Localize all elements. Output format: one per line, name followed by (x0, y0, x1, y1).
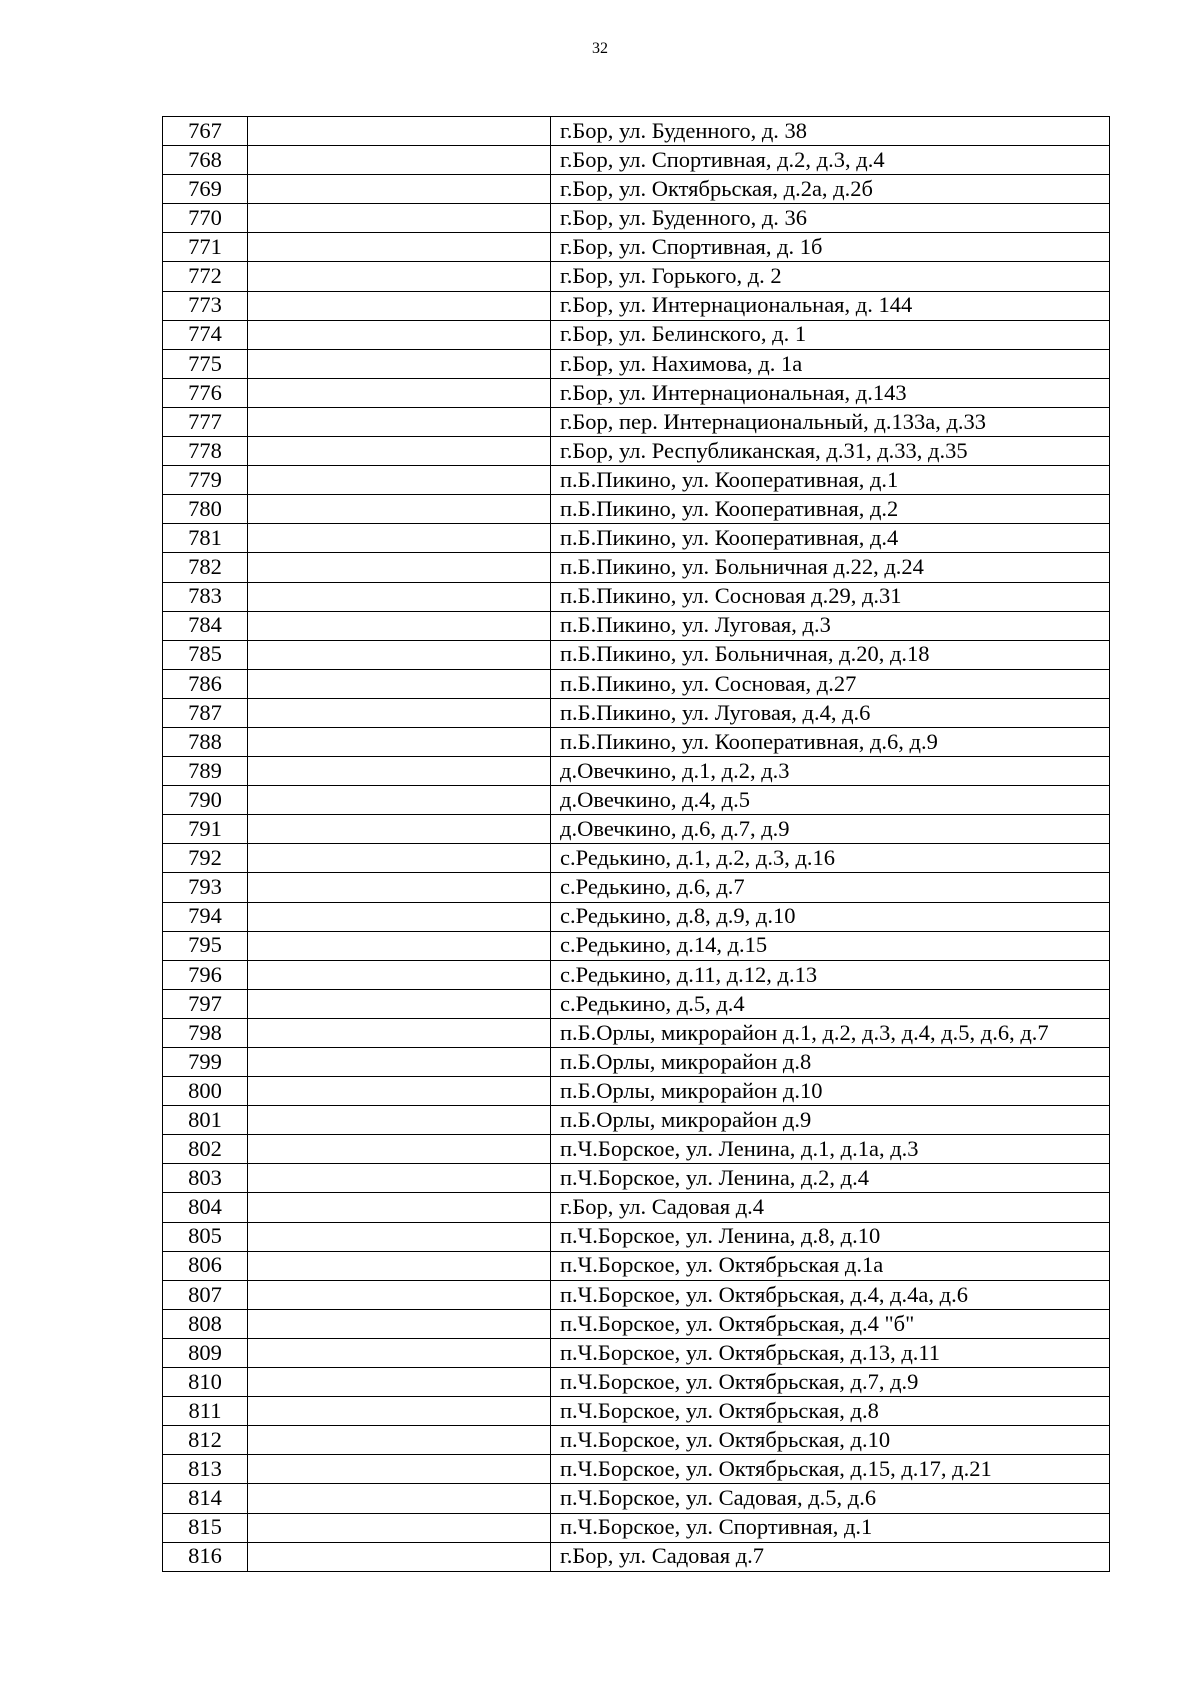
empty-cell (248, 146, 551, 175)
row-number-cell: 768 (163, 146, 248, 175)
address-cell: п.Б.Орлы, микрорайон д.1, д.2, д.3, д.4, д.5, д.6, д.7 (551, 1018, 1110, 1047)
row-number-cell: 786 (163, 669, 248, 698)
row-number-cell: 779 (163, 466, 248, 495)
row-number-cell: 780 (163, 495, 248, 524)
table-row (163, 989, 1110, 1018)
address-cell: п.Б.Орлы, микрорайон д.10 (551, 1077, 1110, 1106)
page-number: 32 (592, 40, 608, 57)
address-cell: п.Ч.Борское, ул. Октябрьская, д.8 (551, 1397, 1110, 1426)
address-cell: п.Ч.Борское, ул. Октябрьская, д.15, д.17, д.21 (551, 1455, 1110, 1484)
row-number-cell: 809 (163, 1338, 248, 1367)
address-cell: п.Ч.Борское, ул. Октябрьская, д.4 "б" (551, 1309, 1110, 1338)
row-number-cell: 778 (163, 437, 248, 466)
address-cell: г.Бор, ул. Горького, д. 2 (551, 262, 1110, 291)
table-row (163, 815, 1110, 844)
row-number-cell: 767 (163, 117, 248, 146)
empty-cell (248, 1397, 551, 1426)
table-row (163, 262, 1110, 291)
table-row (163, 204, 1110, 233)
empty-cell (248, 407, 551, 436)
address-cell: с.Редькино, д.14, д.15 (551, 931, 1110, 960)
address-cell: д.Овечкино, д.4, д.5 (551, 786, 1110, 815)
address-cell: г.Бор, ул. Буденного, д. 38 (551, 117, 1110, 146)
address-cell: п.Ч.Борское, ул. Октябрьская, д.10 (551, 1426, 1110, 1455)
table-row (163, 407, 1110, 436)
table-row (163, 437, 1110, 466)
row-number-cell: 771 (163, 233, 248, 262)
table-row (163, 640, 1110, 669)
row-number-cell: 799 (163, 1048, 248, 1077)
address-cell: с.Редькино, д.5, д.4 (551, 989, 1110, 1018)
empty-cell (248, 786, 551, 815)
address-cell: г.Бор, пер. Интернациональный, д.133а, д.33 (551, 407, 1110, 436)
table-row (163, 553, 1110, 582)
row-number-cell: 782 (163, 553, 248, 582)
address-cell: д.Овечкино, д.6, д.7, д.9 (551, 815, 1110, 844)
row-number-cell: 811 (163, 1397, 248, 1426)
empty-cell (248, 960, 551, 989)
address-cell: г.Бор, ул. Спортивная, д. 1б (551, 233, 1110, 262)
table-row (163, 1018, 1110, 1047)
address-cell: с.Редькино, д.11, д.12, д.13 (551, 960, 1110, 989)
table-row (163, 1280, 1110, 1309)
address-cell: г.Бор, ул. Октябрьская, д.2а, д.2б (551, 175, 1110, 204)
table-row (163, 582, 1110, 611)
empty-cell (248, 1077, 551, 1106)
row-number-cell: 801 (163, 1106, 248, 1135)
address-cell: п.Ч.Борское, ул. Ленина, д.8, д.10 (551, 1222, 1110, 1251)
row-number-cell: 813 (163, 1455, 248, 1484)
address-cell: г.Бор, ул. Буденного, д. 36 (551, 204, 1110, 233)
row-number-cell: 797 (163, 989, 248, 1018)
empty-cell (248, 233, 551, 262)
empty-cell (248, 873, 551, 902)
empty-cell (248, 117, 551, 146)
address-cell: д.Овечкино, д.1, д.2, д.3 (551, 757, 1110, 786)
row-number-cell: 773 (163, 291, 248, 320)
empty-cell (248, 1368, 551, 1397)
table-row (163, 320, 1110, 349)
table-row (163, 1135, 1110, 1164)
row-number-cell: 810 (163, 1368, 248, 1397)
address-cell: г.Бор, ул. Садовая д.7 (551, 1542, 1110, 1571)
table-row (163, 1077, 1110, 1106)
address-cell: с.Редькино, д.6, д.7 (551, 873, 1110, 902)
row-number-cell: 777 (163, 407, 248, 436)
table-row (163, 233, 1110, 262)
empty-cell (248, 815, 551, 844)
row-number-cell: 802 (163, 1135, 248, 1164)
address-cell: п.Б.Орлы, микрорайон д.9 (551, 1106, 1110, 1135)
empty-cell (248, 989, 551, 1018)
table-row (163, 698, 1110, 727)
empty-cell (248, 1426, 551, 1455)
row-number-cell: 804 (163, 1193, 248, 1222)
address-table (162, 116, 1110, 1572)
empty-cell (248, 437, 551, 466)
address-cell: п.Б.Орлы, микрорайон д.8 (551, 1048, 1110, 1077)
table-row (163, 1484, 1110, 1513)
row-number-cell: 798 (163, 1018, 248, 1047)
row-number-cell: 774 (163, 320, 248, 349)
row-number-cell: 803 (163, 1164, 248, 1193)
address-cell: п.Б.Пикино, ул. Больничная, д.20, д.18 (551, 640, 1110, 669)
address-cell: п.Б.Пикино, ул. Кооперативная, д.2 (551, 495, 1110, 524)
table-row (163, 1542, 1110, 1571)
table-row (163, 466, 1110, 495)
address-cell: п.Б.Пикино, ул. Больничная д.22, д.24 (551, 553, 1110, 582)
table-row (163, 378, 1110, 407)
row-number-cell: 787 (163, 698, 248, 727)
table-row (163, 524, 1110, 553)
empty-cell (248, 204, 551, 233)
empty-cell (248, 1193, 551, 1222)
empty-cell (248, 1164, 551, 1193)
address-cell: г.Бор, ул. Интернациональная, д. 144 (551, 291, 1110, 320)
empty-cell (248, 1222, 551, 1251)
table-row (163, 1338, 1110, 1367)
row-number-cell: 792 (163, 844, 248, 873)
empty-cell (248, 669, 551, 698)
address-cell: п.Ч.Борское, ул. Октябрьская, д.4, д.4а, д.6 (551, 1280, 1110, 1309)
row-number-cell: 815 (163, 1513, 248, 1542)
row-number-cell: 793 (163, 873, 248, 902)
empty-cell (248, 466, 551, 495)
empty-cell (248, 640, 551, 669)
empty-cell (248, 698, 551, 727)
empty-cell (248, 553, 551, 582)
address-cell: г.Бор, ул. Нахимова, д. 1а (551, 349, 1110, 378)
empty-cell (248, 349, 551, 378)
table-row (163, 844, 1110, 873)
table-row (163, 1193, 1110, 1222)
table-row (163, 175, 1110, 204)
empty-cell (248, 757, 551, 786)
address-cell: г.Бор, ул. Спортивная, д.2, д.3, д.4 (551, 146, 1110, 175)
address-cell: п.Б.Пикино, ул. Сосновая д.29, д.31 (551, 582, 1110, 611)
row-number-cell: 784 (163, 611, 248, 640)
empty-cell (248, 1048, 551, 1077)
table-row (163, 902, 1110, 931)
table-row (163, 1106, 1110, 1135)
empty-cell (248, 1338, 551, 1367)
address-cell: п.Ч.Борское, ул. Октябрьская д.1а (551, 1251, 1110, 1280)
empty-cell (248, 175, 551, 204)
empty-cell (248, 1309, 551, 1338)
row-number-cell: 785 (163, 640, 248, 669)
row-number-cell: 789 (163, 757, 248, 786)
row-number-cell: 800 (163, 1077, 248, 1106)
row-number-cell: 775 (163, 349, 248, 378)
empty-cell (248, 1251, 551, 1280)
row-number-cell: 776 (163, 378, 248, 407)
table-row (163, 291, 1110, 320)
address-cell: с.Редькино, д.1, д.2, д.3, д.16 (551, 844, 1110, 873)
row-number-cell: 806 (163, 1251, 248, 1280)
address-cell: п.Б.Пикино, ул. Луговая, д.4, д.6 (551, 698, 1110, 727)
address-cell: п.Ч.Борское, ул. Октябрьская, д.7, д.9 (551, 1368, 1110, 1397)
empty-cell (248, 582, 551, 611)
empty-cell (248, 931, 551, 960)
address-cell: п.Ч.Борское, ул. Садовая, д.5, д.6 (551, 1484, 1110, 1513)
empty-cell (248, 1455, 551, 1484)
table-row (163, 1048, 1110, 1077)
empty-cell (248, 1280, 551, 1309)
row-number-cell: 807 (163, 1280, 248, 1309)
address-cell: г.Бор, ул. Интернациональная, д.143 (551, 378, 1110, 407)
empty-cell (248, 1542, 551, 1571)
table-row (163, 757, 1110, 786)
table-row (163, 1455, 1110, 1484)
row-number-cell: 812 (163, 1426, 248, 1455)
empty-cell (248, 1135, 551, 1164)
address-cell: г.Бор, ул. Садовая д.4 (551, 1193, 1110, 1222)
address-cell: п.Б.Пикино, ул. Сосновая, д.27 (551, 669, 1110, 698)
table-row (163, 146, 1110, 175)
empty-cell (248, 611, 551, 640)
row-number-cell: 794 (163, 902, 248, 931)
empty-cell (248, 495, 551, 524)
table-row (163, 1164, 1110, 1193)
empty-cell (248, 1106, 551, 1135)
table-row (163, 495, 1110, 524)
empty-cell (248, 1018, 551, 1047)
table-row (163, 1309, 1110, 1338)
empty-cell (248, 1484, 551, 1513)
table-row (163, 117, 1110, 146)
table-row (163, 349, 1110, 378)
table-row (163, 786, 1110, 815)
row-number-cell: 790 (163, 786, 248, 815)
table-row (163, 1513, 1110, 1542)
table-row (163, 931, 1110, 960)
row-number-cell: 791 (163, 815, 248, 844)
table-row (163, 611, 1110, 640)
empty-cell (248, 1513, 551, 1542)
row-number-cell: 783 (163, 582, 248, 611)
empty-cell (248, 844, 551, 873)
row-number-cell: 770 (163, 204, 248, 233)
table-row (163, 1426, 1110, 1455)
address-cell: п.Б.Пикино, ул. Кооперативная, д.1 (551, 466, 1110, 495)
address-cell: п.Б.Пикино, ул. Луговая, д.3 (551, 611, 1110, 640)
row-number-cell: 796 (163, 960, 248, 989)
address-cell: г.Бор, ул. Республиканская, д.31, д.33, д.35 (551, 437, 1110, 466)
row-number-cell: 769 (163, 175, 248, 204)
empty-cell (248, 727, 551, 756)
empty-cell (248, 902, 551, 931)
row-number-cell: 805 (163, 1222, 248, 1251)
table-row (163, 960, 1110, 989)
table-row (163, 873, 1110, 902)
empty-cell (248, 320, 551, 349)
address-cell: г.Бор, ул. Белинского, д. 1 (551, 320, 1110, 349)
table-row (163, 1222, 1110, 1251)
address-cell: п.Ч.Борское, ул. Ленина, д.1, д.1а, д.3 (551, 1135, 1110, 1164)
address-cell: п.Ч.Борское, ул. Октябрьская, д.13, д.11 (551, 1338, 1110, 1367)
table-row (163, 1368, 1110, 1397)
row-number-cell: 816 (163, 1542, 248, 1571)
row-number-cell: 772 (163, 262, 248, 291)
address-cell: с.Редькино, д.8, д.9, д.10 (551, 902, 1110, 931)
row-number-cell: 808 (163, 1309, 248, 1338)
row-number-cell: 814 (163, 1484, 248, 1513)
address-table-body (163, 117, 1110, 1572)
address-cell: п.Б.Пикино, ул. Кооперативная, д.6, д.9 (551, 727, 1110, 756)
row-number-cell: 781 (163, 524, 248, 553)
empty-cell (248, 262, 551, 291)
table-row (163, 1397, 1110, 1426)
row-number-cell: 788 (163, 727, 248, 756)
table-row (163, 727, 1110, 756)
empty-cell (248, 291, 551, 320)
table-row (163, 1251, 1110, 1280)
empty-cell (248, 378, 551, 407)
row-number-cell: 795 (163, 931, 248, 960)
address-cell: п.Ч.Борское, ул. Ленина, д.2, д.4 (551, 1164, 1110, 1193)
empty-cell (248, 524, 551, 553)
address-cell: п.Ч.Борское, ул. Спортивная, д.1 (551, 1513, 1110, 1542)
table-row (163, 669, 1110, 698)
address-cell: п.Б.Пикино, ул. Кооперативная, д.4 (551, 524, 1110, 553)
